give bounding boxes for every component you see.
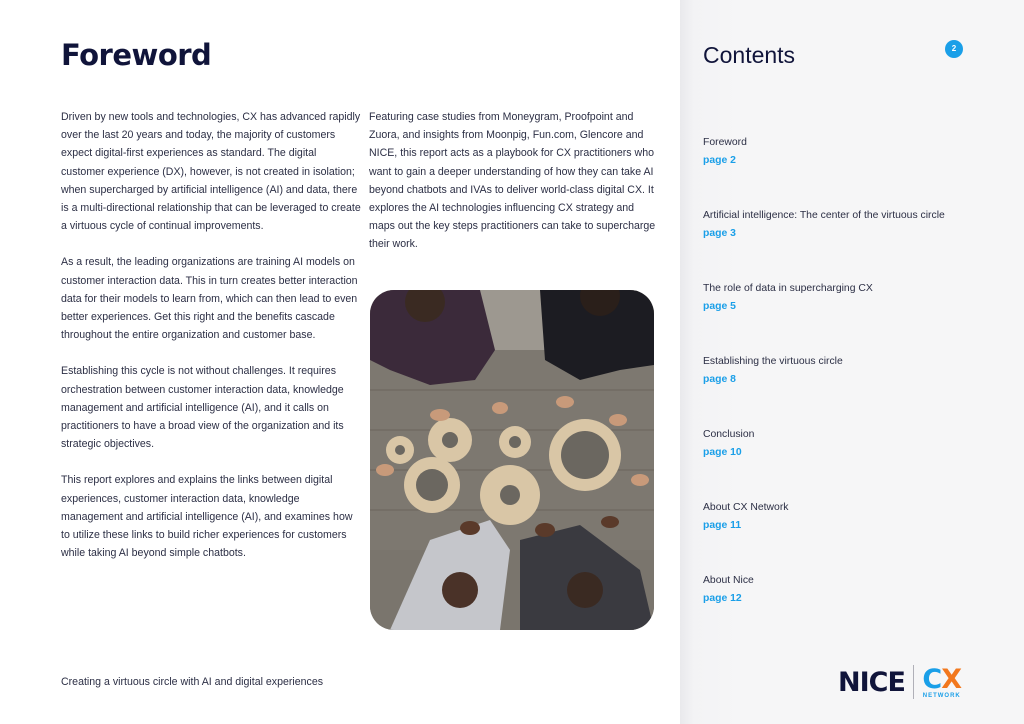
toc-page-link[interactable]: page 11 — [703, 520, 742, 531]
toc-page-link[interactable]: page 12 — [703, 593, 742, 604]
paragraph: Establishing this cycle is not without challenges. It requires orchestration between customer interaction data, knowledge management and artificial intelligence (AI), and it calls on practitioners to have a broad view of the organization and its strategic objectives. — [61, 365, 344, 451]
toc-item-label: About Nice — [703, 575, 754, 586]
cx-network-logo — [922, 663, 962, 699]
toc-item — [703, 428, 1003, 501]
page-title: Foreword — [61, 38, 212, 72]
contents-title: Contents — [703, 42, 796, 68]
nice-cx-network-logo — [838, 662, 961, 702]
toc-item-label: About CX Network — [703, 502, 789, 513]
paragraph: Driven by new tools and technologies, CX has advanced rapidly over the last 20 years and today, the majority of customers expect digital-first experiences as standard. The digital customer experience (DX), however, is not created in isolation; when supercharged by artificial intelligence (AI) and data, there is a multi-directional relationship that can be leveraged to create a virtuous cycle of continual improvements. — [61, 111, 361, 233]
toc-item — [703, 136, 1003, 209]
cx-mark-x: X — [941, 663, 962, 695]
toc-page-link[interactable]: page 5 — [703, 301, 736, 312]
gears-illustration — [370, 290, 654, 630]
toc-item — [703, 501, 1003, 574]
nice-logo-text: NICE — [838, 666, 905, 698]
toc-page-link[interactable]: page 10 — [703, 447, 742, 458]
right-column — [369, 108, 659, 254]
toc-item — [703, 209, 1003, 282]
toc-item — [703, 574, 1003, 647]
toc-page-link[interactable]: page 3 — [703, 228, 736, 239]
toc-page-link[interactable]: page 8 — [703, 374, 736, 385]
paragraph: As a result, the leading organizations are training AI models on customer interaction data. This in turn creates better interaction data for their models to learn from, which can then lead to even better experiences. Get this right and the benefits cascade throughout the entire organization and customer base. — [61, 256, 358, 342]
toc-item-label: Foreword — [703, 137, 747, 148]
toc-item-label: Artificial intelligence: The center of the virtuous circle — [703, 210, 945, 221]
cx-mark-c: C — [922, 663, 942, 695]
toc-item — [703, 282, 1003, 355]
table-of-contents — [703, 136, 1003, 647]
toc-item-label: The role of data in supercharging CX — [703, 283, 873, 294]
page-footer: Creating a virtuous circle with AI and digital experiences — [61, 676, 324, 688]
toc-item — [703, 355, 1003, 428]
toc-item-label: Conclusion — [703, 429, 755, 440]
paragraph: Featuring case studies from Moneygram, Proofpoint and Zuora, and insights from Moonpig, Fun.com, Glencore and NICE, this report acts as a playbook for CX practitioners who want to gain a deeper understanding of how they can take AI beyond chatbots and IVAs to deliver world-class digital CX. It explores the AI technologies influencing CX strategy and maps out the key steps practitioners can take to supercharge their work. — [369, 111, 656, 251]
page-number-badge: 2 — [945, 40, 963, 58]
toc-page-link[interactable]: page 2 — [703, 155, 736, 166]
network-label: NETWORK — [922, 692, 961, 699]
cx-mark — [922, 663, 962, 695]
paragraph: This report explores and explains the links between digital experiences, customer interaction data, knowledge management and artificial intelligence (AI), and examines how to utilize these links to build richer experiences for customers while taking AI beyond simple chatbots. — [61, 474, 353, 560]
toc-item-label: Establishing the virtuous circle — [703, 356, 843, 367]
logo-divider — [913, 665, 915, 699]
left-column — [61, 108, 361, 580]
contents-sidebar — [680, 0, 1024, 724]
gears-photo — [370, 290, 654, 630]
